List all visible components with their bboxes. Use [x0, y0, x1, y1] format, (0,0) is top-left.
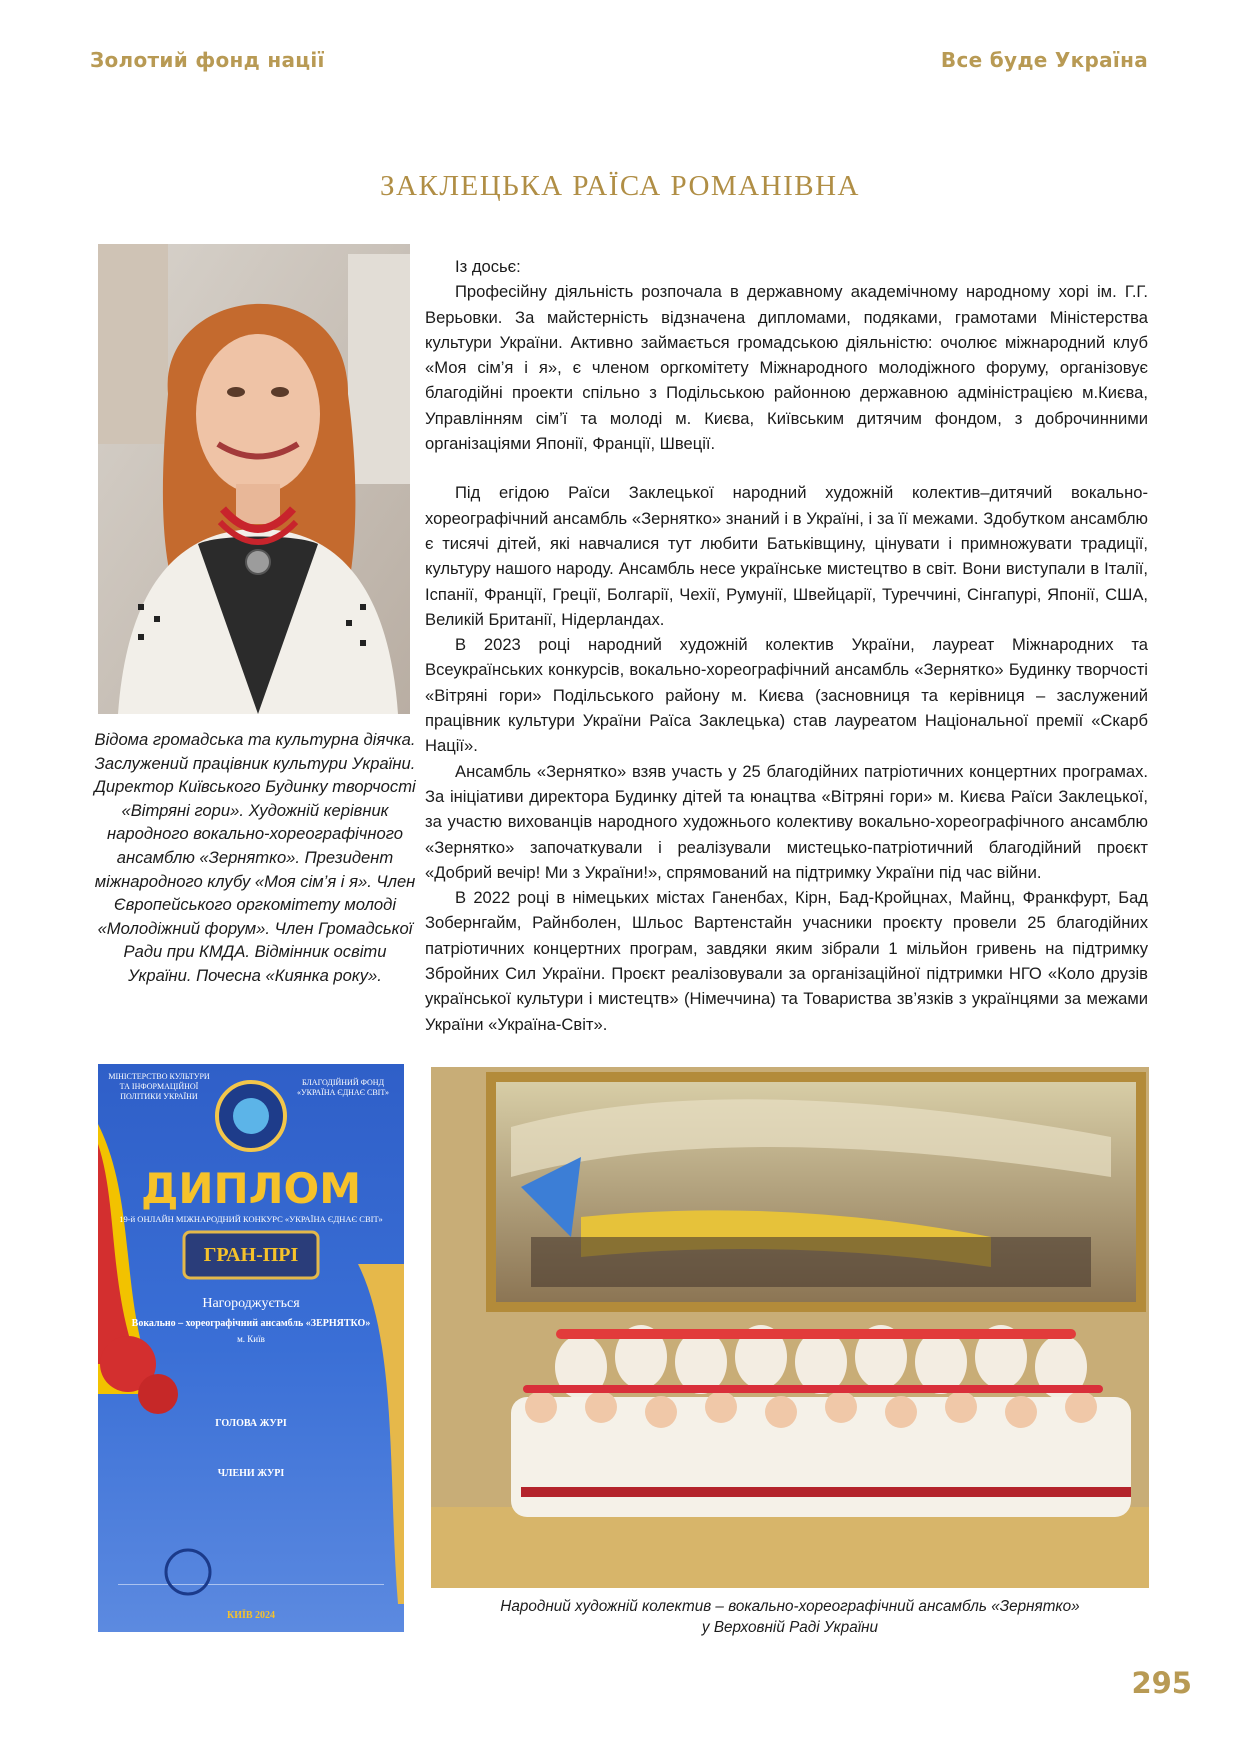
running-header-left: Золотий фонд нації: [90, 48, 325, 72]
paragraph-5: В 2022 році в німецьких містах Ганенбах, Кірн, Бад-Кройцнах, Майнц, Франкфурт, Бад Зобернгайм, Райнболен, Шльос Вартенстайн учасники проєкту провели 25 благодійних патріотичних концертних програм, завдяки яким зібрали 1 мільйон гривень на підтримку Збройних Сил України. Проєкт реалізовували за організаційної підтримки НГО «Коло друзів української культури і мистецтв» (Німеччина) та Товариства зв’язків з українцями за межами України «Україна-Світ».: [425, 888, 1148, 1034]
group-photo-caption-line-1: Народний художній колектив – вокально-хореографічний ансамбль «Зернятко»: [500, 1598, 1080, 1615]
page-title: ЗАКЛЕЦЬКА РАЇСА РОМАНІВНА: [380, 170, 860, 202]
portrait-caption: Відома громадська та культурна діячка. Заслужений працівник культури України. Директор Київського Будинку творчості «Вітряні гори». Художній керівник народного вокально-хореографічного ансамблю «Зернятко». Президент міжнародного клубу «Моя сім’я і я». Член Європейського оргкомітету молоді «Молодіжний форум». Член Громадської Ради при КМДА. Відмінник освіти України. Почесна «Киянка року».: [94, 730, 416, 985]
group-photo-caption: [431, 1596, 1149, 1638]
diploma-city: м. Київ: [237, 1334, 265, 1344]
group-photo: [431, 1067, 1149, 1588]
paragraph-2: Під егідою Раїси Заклецької народний художній колектив–дитячий вокально-хореографічний ансамбль «Зернятко» знаний і в Україні, і за її межами. Здобутком ансамблю є тисячі дітей, які навчалися тут любити Батьківщину, цінувати і примножувати традиції, культуру нашого народу. Ансамбль несе українське мистецтво в світ. Вони виступали в Італії, Іспанії, Франції, Греції, Болгарії, Чехії, Румунії, Швейцарії, Туреччині, Сінгапурі, Японії, США, Великій Британії, Нідерландах.: [425, 483, 1148, 629]
diploma-jury-head: ГОЛОВА ЖУРІ: [215, 1418, 287, 1429]
paragraph-1: Професійну діяльність розпочала в державному академічному народному хорі ім. Г.Г. Верьовки. За майстерність відзначена дипломами, подяками, грамотами Міністерства культури України. Активно займається громадською діяльністю: очолює міжнародний клуб «Моя сім’я і я», є членом оргкомітету Міжнародного молодіжного форуму, організовує благодійні проекти спільно з Подільською районною державною адміністрацією м.Києва, Управлінням сім’ї та молоді м. Києва, Київським дитячим фондом, з доброчинними організаціями Японії, Франції, Швеції.: [425, 282, 1148, 454]
diploma-awarded: Нагороджується: [202, 1296, 300, 1311]
diploma-org-right: БЛАГОДІЙНИЙ ФОНД «УКРАЇНА ЄДНАЄ СВІТ»: [296, 1078, 389, 1097]
paragraph-4: Ансамбль «Зернятко» взяв участь у 25 благодійних патріотичних концертних програмах. За ініціативи директора Будинку дітей та юнацтва «Вітряні гори» м. Києва Раїси Заклецької, за участю вихованців народного художнього колективу вокально-хореографічного ансамблю «Зернятко» започаткували і реалізували мистецько-патріотичний благодійний проєкт «Добрий вечір! Ми з України!», спрямований на підтримку України під час війни.: [425, 761, 1148, 882]
article-body: [425, 254, 1148, 1037]
diploma-ensemble: Вокально – хореографічний ансамбль «ЗЕРНЯТКО»: [131, 1318, 371, 1329]
diploma-heading: ДИПЛОМ: [140, 1164, 362, 1213]
group-photo-caption-line-2: у Верховній Раді України: [701, 1619, 879, 1636]
diploma-contest: 19-й ОНЛАЙН МІЖНАРОДНИЙ КОНКУРС «УКРАЇНА ЄДНАЄ СВІТ»: [119, 1214, 383, 1224]
diploma-footer: КИЇВ 2024: [226, 1610, 276, 1621]
dossier-label: Із досьє:: [455, 257, 521, 276]
diploma-grand-prix: ГРАН-ПРІ: [203, 1244, 299, 1266]
page-number: 295: [1131, 1666, 1192, 1700]
paragraph-3: В 2023 році народний художній колектив України, лауреат Міжнародних та Всеукраїнських конкурсів, вокально-хореографічний ансамбль «Зернятко» Будинку творчості «Вітряні гори» Подільського району м. Києва (засновниця та керівниця – заслужений працівник культури України Раїса Заклецька) став лауреатом Національної премії «Скарб Нації».: [425, 635, 1148, 756]
diploma-image: [98, 1064, 404, 1632]
portrait-photo: [98, 244, 410, 714]
diploma-org-left: МІНІСТЕРСТВО КУЛЬТУРИ ТА ІНФОРМАЦІЙНОЇ ПОЛІТИКИ УКРАЇНИ: [108, 1072, 210, 1101]
diploma-jury: ЧЛЕНИ ЖУРІ: [217, 1468, 285, 1479]
running-header-right: Все буде Україна: [940, 48, 1148, 72]
